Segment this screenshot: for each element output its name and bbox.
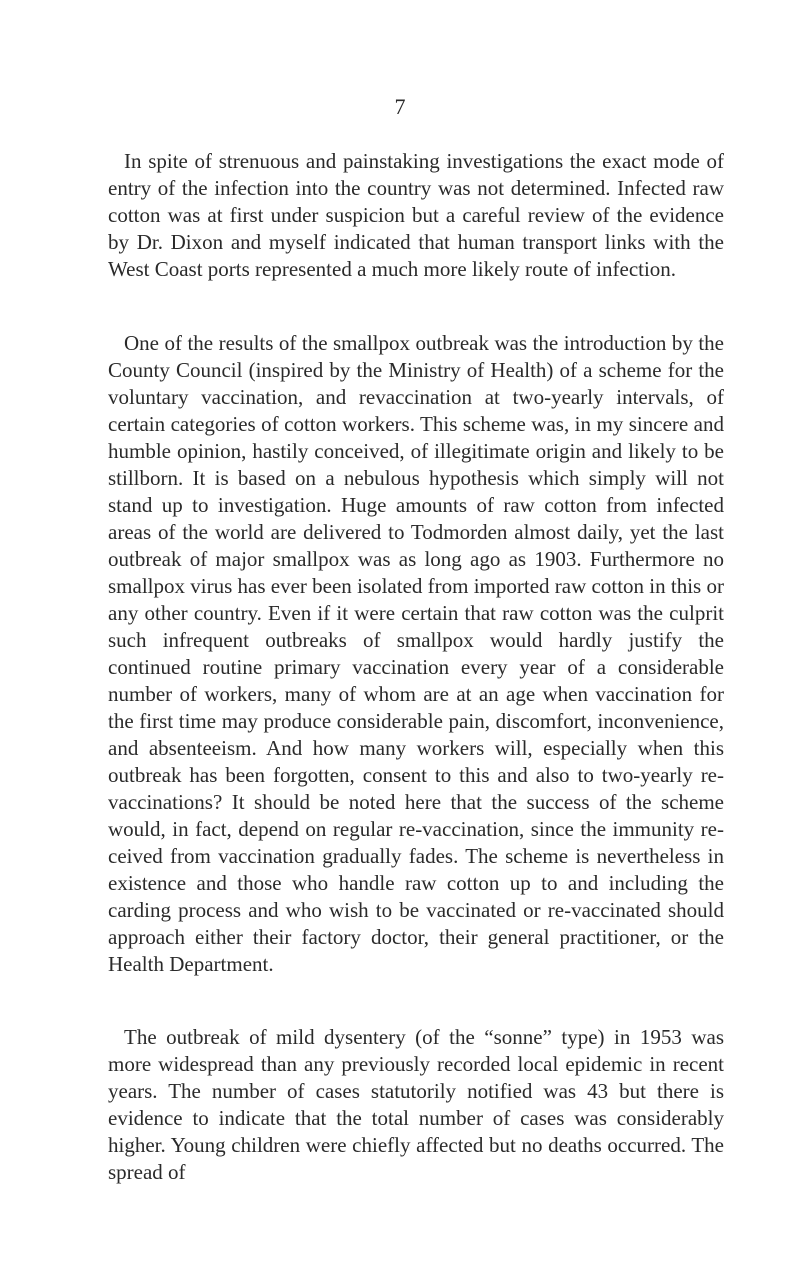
paragraph-vaccination-scheme: One of the results of the smallpox outbreak was the introduction by the County Council (inspired by the Ministry of Health) of a scheme for the voluntary vaccination, and revaccination at two-yearly intervals, of certain categories of cotton workers. This scheme was, in my sincere and humble opinion, hastily conceived, of illegitimate origin and likely to be stillborn. It is based on a nebulous hypothesis which simply will not stand up to investigation. Huge amounts of raw cotton from infected areas of the world are delivered to Todmorden almost daily, yet the last outbreak of major smallpox was as long ago as 1903. Furthermore no smallpox virus has ever been isolated from imported raw cotton in this or any other country. Even if it were certain that raw cotton was the culprit such infrequent outbreaks of smallpox would hardly justify the continued routine primary vaccination every year of a considerable number of workers, many of whom are at an age when vaccination for the first time may produce considerable pain, discomfort, inconvenience, and absenteeism. And how many workers will, especially when this outbreak has been forgotten, consent to this and also to two-yearly re-vaccinations? It should be noted here that the success of the scheme would, in fact, depend on regular re-vaccination, since the immunity received from vaccination gradually fades. The scheme is nevertheless in existence and those who handle raw cotton up to and including the carding process and who wish to be vaccinated or re-vaccinated should approach either their factory doctor, their general practitioner, or the Health Department. (108, 331, 724, 976)
paragraph-infection-origin: In spite of strenuous and painstaking investigations the exact mode of entry of the infection into the country was not determined. Infected raw cotton was at first under suspicion but a careful review of the evidence by Dr. Dixon and myself indicated that human transport links with the West Coast ports represented a much more likely route of infection. (108, 149, 724, 281)
document-body (108, 148, 724, 1186)
page-number: 7 (394, 94, 406, 119)
paragraph-dysentery-outbreak: The outbreak of mild dysentery (of the “sonne” type) in 1953 was more widespread than any previously recorded local epidemic in recent years. The number of cases statutorily notified was 43 but there is evidence to indicate that the total number of cases was considerably higher. Young children were chiefly affected but no deaths occurred. The spread of (108, 1025, 724, 1184)
